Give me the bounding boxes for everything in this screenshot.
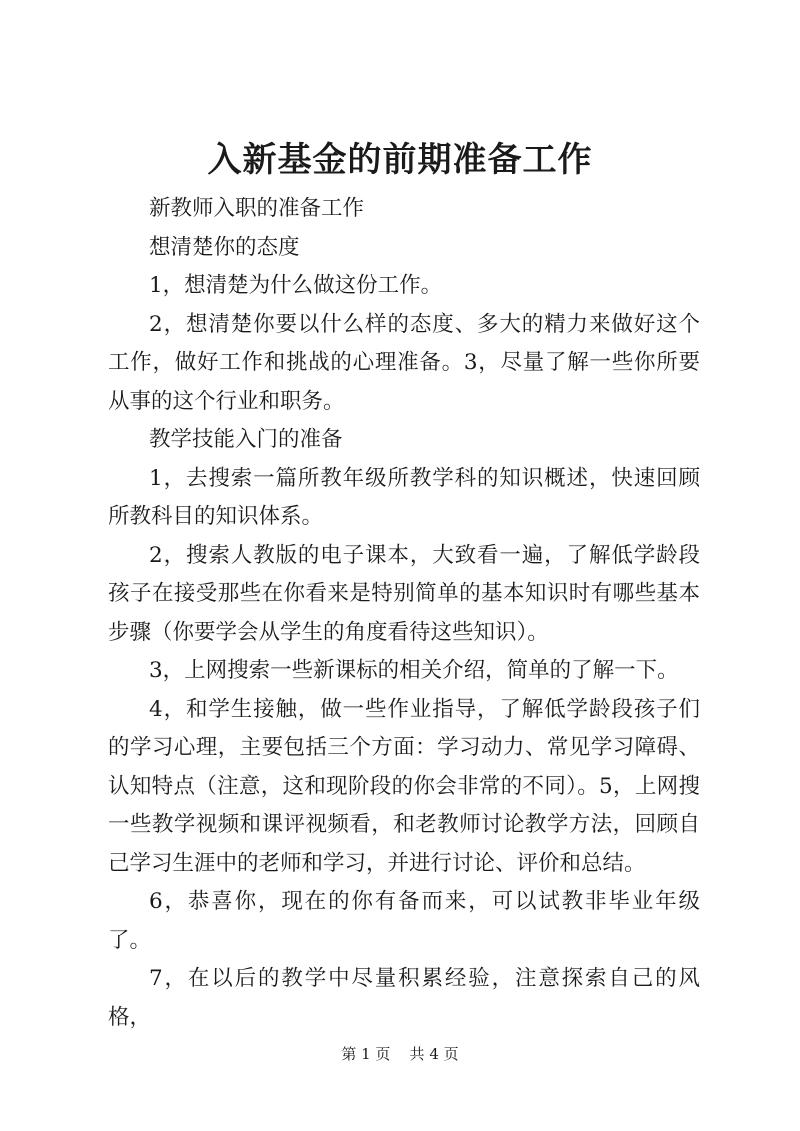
paragraph: 4，和学生接触，做一些作业指导，了解低学龄段孩子们的学习心理，主要包括三个方面：学习动力、常见学习障碍、认知特点（注意，这和现阶段的你会非常的不同）。5，上网搜一些教学视频和课评视频看，和老教师讨论教学方法，回顾自己学习生涯中的老师和学习，并进行讨论、评价和总结。 bbox=[108, 696, 700, 876]
page-total: 共 4 页 bbox=[409, 1045, 459, 1063]
paragraph-intro-heading: 新教师入职的准备工作 bbox=[149, 196, 365, 221]
page-number: 第 1 页 bbox=[341, 1045, 391, 1063]
paragraph: 6，恭喜你，现在的你有备而来，可以试教非毕业年级了。 bbox=[108, 889, 700, 953]
document-body bbox=[108, 190, 700, 1037]
paragraph-skills-heading: 教学技能入门的准备 bbox=[149, 427, 343, 452]
paragraph: 3，上网搜索一些新课标的相关介绍，简单的了解一下。 bbox=[149, 658, 679, 683]
paragraph: 7，在以后的教学中尽量积累经验，注意探索自己的风格， bbox=[108, 966, 700, 1030]
paragraph: 2，搜索人教版的电子课本，大致看一遍，了解低学龄段孩子在接受那些在你看来是特别简单的基本知识时有哪些基本步骤（你要学会从学生的角度看待这些知识）。 bbox=[108, 542, 700, 645]
document-title: 入新基金的前期准备工作 bbox=[207, 140, 593, 180]
paragraph: 2，想清楚你要以什么样的态度、多大的精力来做好这个工作，做好工作和挑战的心理准备。3，尽量了解一些你所要从事的这个行业和职务。 bbox=[108, 311, 700, 414]
paragraph: 1，去搜索一篇所教年级所教学科的知识概述，快速回顾所教科目的知识体系。 bbox=[108, 465, 700, 529]
page-footer bbox=[0, 1044, 800, 1064]
paragraph: 1，想清楚为什么做这份工作。 bbox=[149, 273, 443, 298]
paragraph-attitude-heading: 想清楚你的态度 bbox=[149, 234, 300, 260]
